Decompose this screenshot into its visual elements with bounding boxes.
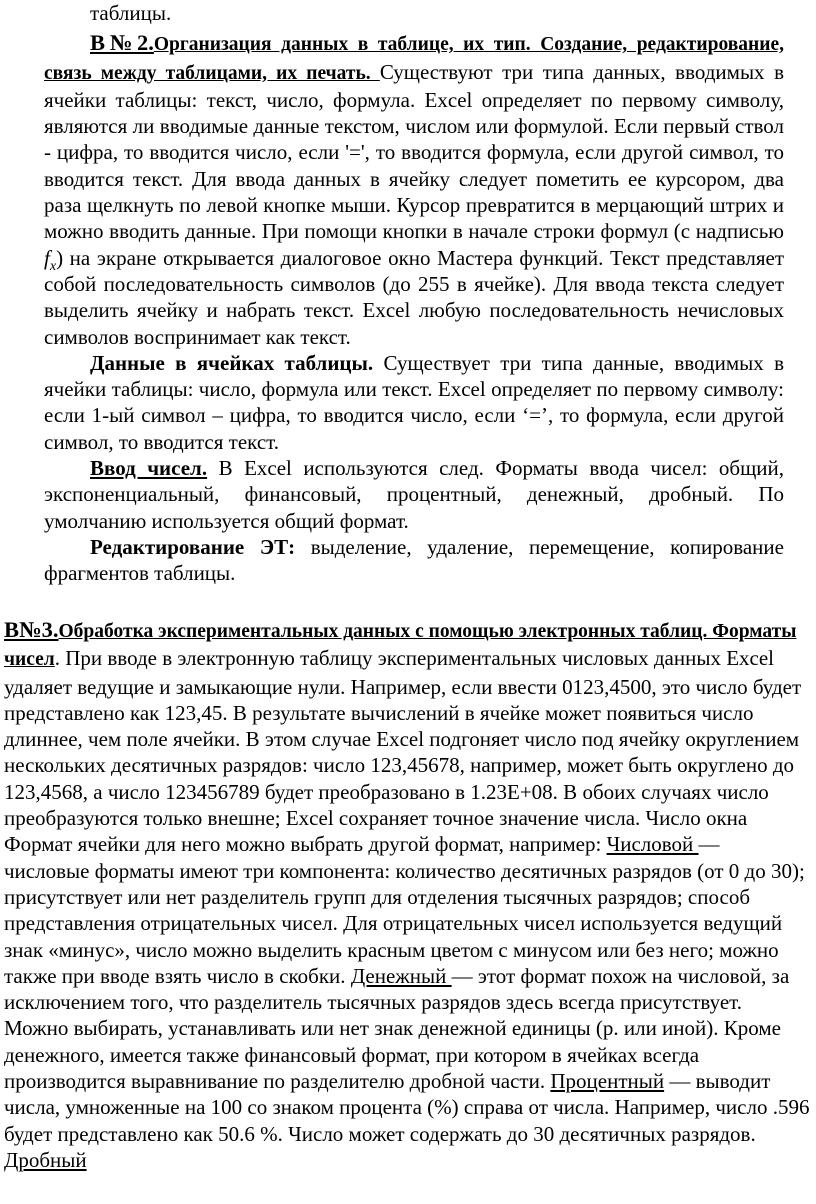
- cell-data-label: Данные в ячейках таблицы.: [90, 350, 374, 375]
- section-v3-heading: Обработка экспериментальных данных с помощью электронных таблиц. Форматы чисел: [4, 621, 797, 671]
- editing-text: выделение, удаление, перемещение, копирование фрагментов таблицы.: [44, 534, 784, 586]
- term-numeric: Числовой: [606, 832, 699, 857]
- term-percent: Процентный: [550, 1069, 665, 1094]
- section-v2-heading: Организация данных в таблице, их тип. Создание, редактирование, связь между таблицами, их печать.: [44, 34, 784, 84]
- number-input-paragraph: [44, 455, 784, 534]
- section-v2-body-2: ) на экране открывается диалоговое окно Мастера функций. Текст представляет собой последовательность символов (до 255 в ячейке). Для ввода текста следует выделить ячейку и набрать текст. Excel любую последовательность нечисловых символов воспринимает как текст.: [44, 245, 784, 349]
- section-v3-body-3: — этот формат похож на числовой, за исключением того, что разделитель тысячных разрядов здесь всегда присутствует. Можно выбирать, устанавливать или нет знак денежной единицы (р. или иной). Кроме денежного, имеется также финансовый формат, при котором в ячейках всегда производится выравнивание по разделителю дробной части.: [4, 963, 790, 1094]
- section-v3: [4, 617, 810, 1173]
- fx-symbol: [44, 245, 57, 274]
- section-v3-paragraph: [4, 617, 810, 1173]
- editing-label: Редактирование ЭТ:: [90, 534, 296, 559]
- section-v3-body-1: . При вводе в электронную таблицу экспериментальных числовых данных Excel удаляет ведущие и замыкающие нули. Например, если ввести 0123,4500, это число будет представлено как 123,45. В результате вычислений в ячейке может появиться число длиннее, чем поле ячейки. В этом случае Excel подгоняет число под ячейку округлением нескольких десятичных разрядов: число 123,45678, например, может быть округлено до 123,4568, а число 123456789 будет преобразовано в 1.23E+08. В обоих случаях число преобразуются только внешне; Excel сохраняет точное значение числа. Число окна Формат ячейки для него можно выбрать другой формат, например:: [4, 646, 802, 857]
- term-currency: Денежный: [350, 963, 452, 988]
- section-v3-number: В№3.: [4, 617, 59, 642]
- section-v2-body-1: Существуют три типа данных, вводимых в ячейки таблицы: текст, число, формула. Excel определяет по первому символу, являются ли вводимые данные текстом, числом или формулой. Если первый ствол - цифра, то вводится число, если '=', то вводится формула, если другой символ, то вводится текст. Для ввода данных в ячейку следует пометить ее курсором, два раза щелкнуть по левой кнопке мыши. Курсор превратится в мерцающий штрих и можно вводить данные. При помощи кнопки в начале строки формул (с надписью: [44, 59, 784, 244]
- editing-paragraph: [44, 534, 784, 587]
- section-v3-body-4: — выводит числа, умноженные на 100 со знаком процента (%) справа от числа. Например, число .596 будет представлено как 50.6 %. Число может содержать до 30 десятичных разрядов.: [4, 1069, 810, 1146]
- term-fraction: Дробный: [4, 1147, 87, 1172]
- number-input-label: Ввод чисел.: [90, 456, 208, 481]
- section-v3-body-2: — числовые форматы имеют три компонента: количество десятичных разрядов (от 0 до 30); присутствует или нет разделитель групп для отделения тысячных разрядов; способ представления отрицательных чисел. Для отрицательных чисел используется ведущий знак «минус», число можно выделить красным цветом с минусом или без него; можно также при вводе взять число в скобки.: [4, 832, 805, 988]
- section-v2: [44, 0, 784, 587]
- section-v2-paragraph: [44, 30, 784, 350]
- intro-tail: [44, 0, 784, 26]
- cell-data-text: Существует три типа данные, вводимых в ячейки таблицы: число, формула или текст. Excel определяет по первому символу: если 1-ый символ – цифра, то вводится число, если ‘=’, то формула, если другой символ, то вводится текст.: [44, 350, 785, 454]
- cell-data-paragraph: [44, 350, 784, 455]
- fx-f: f: [44, 245, 50, 270]
- section-v2-number: В№2.: [90, 30, 154, 56]
- number-input-text: В Excel используются след. Форматы ввода чисел: общий, экспоненциальный, финансовый, процентный, денежный, дробный. По умолчанию используется общий формат.: [44, 456, 784, 533]
- fx-x: x: [49, 258, 57, 274]
- intro-tail-text: таблицы.: [90, 1, 172, 25]
